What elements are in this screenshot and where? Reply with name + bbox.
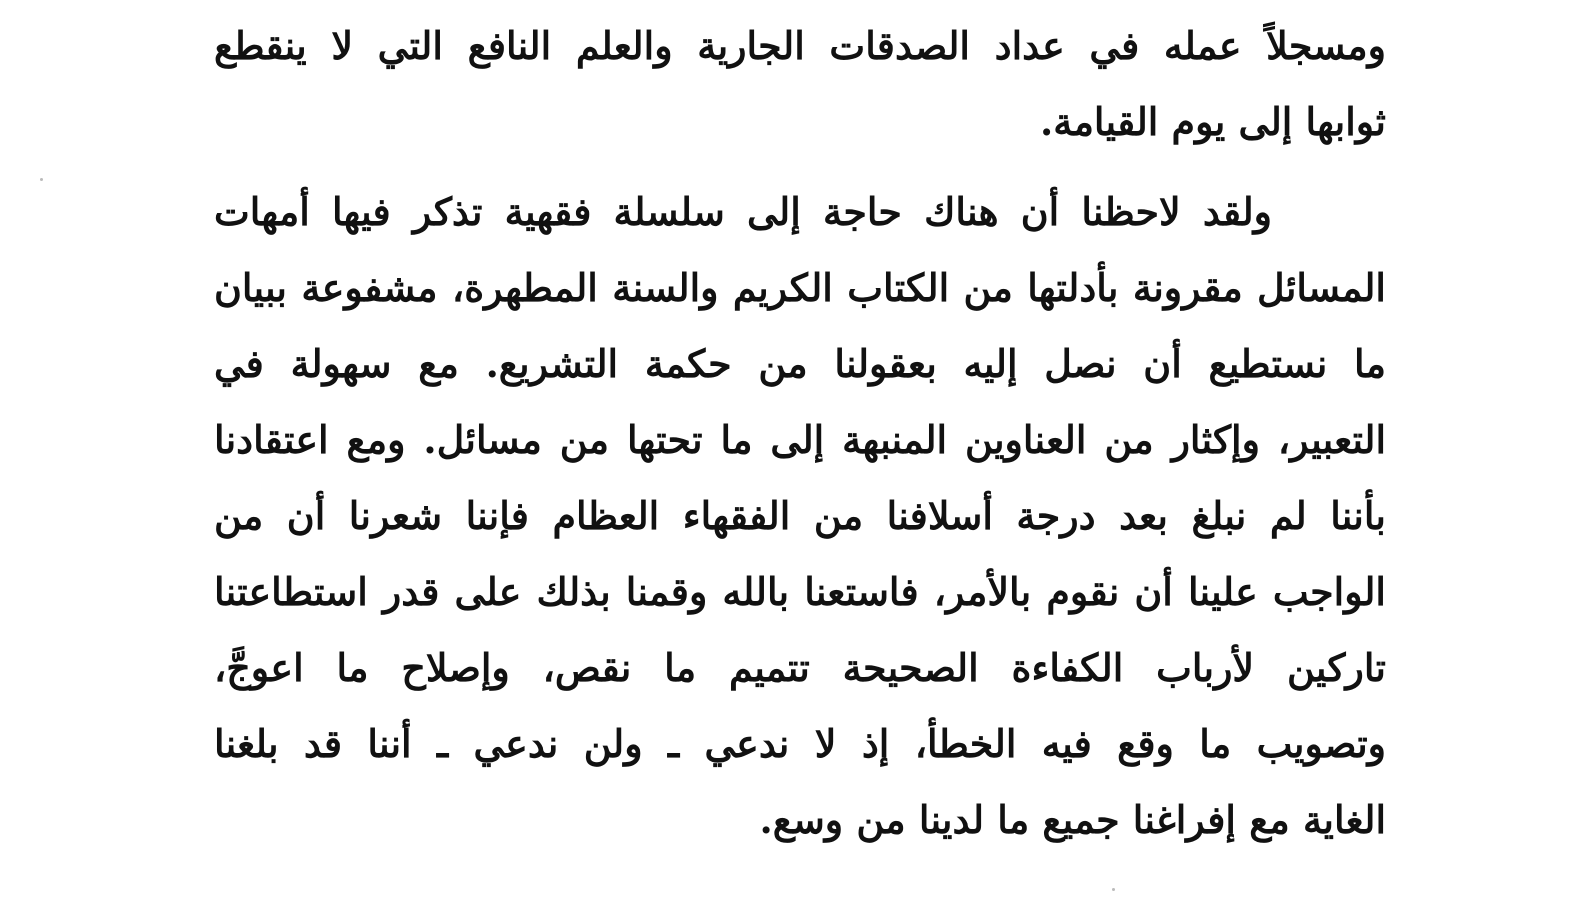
scan-speck [1112, 888, 1115, 891]
text-line: ولقد لاحظنا أن هناك حاجة إلى سلسلة فقهية تذكر فيها أمهات [214, 189, 1272, 234]
paragraph-1 [214, 8, 1386, 160]
text-line: التعبير، وإكثار من العناوين المنبهة إلى ما تحتها من مسائل. ومع اعتقادنا [214, 417, 1386, 462]
text-line: المسائل مقرونة بأدلتها من الكتاب الكريم والسنة المطهرة، مشفوعة ببيان [214, 265, 1386, 310]
scan-speck [40, 178, 43, 181]
text-line: ما نستطيع أن نصل إليه بعقولنا من حكمة التشريع. مع سهولة في [214, 341, 1386, 386]
text-line: الواجب علينا أن نقوم بالأمر، فاستعنا بالله وقمنا بذلك على قدر استطاعتنا [214, 569, 1386, 614]
text-line: وتصويب ما وقع فيه الخطأ، إذ لا ندعي ـ ولن ندعي ـ أننا قد بلغنا [214, 721, 1386, 766]
document-text [214, 8, 1386, 858]
paragraph-spacer [214, 160, 1386, 174]
text-line: الغاية مع إفراغنا جميع ما لدينا من وسع. [759, 797, 1386, 842]
text-line: ثوابها إلى يوم القيامة. [1039, 99, 1386, 144]
text-line: بأننا لم نبلغ بعد درجة أسلافنا من الفقهاء العظام فإننا شعرنا أن من [214, 493, 1386, 538]
paragraph-2 [214, 174, 1386, 858]
text-line: ومسجلاً عمله في عداد الصدقات الجارية والعلم النافع التي لا ينقطع [214, 23, 1386, 68]
text-line: تاركين لأرباب الكفاءة الصحيحة تتميم ما نقص، وإصلاح ما اعوجَّ، [214, 645, 1386, 690]
